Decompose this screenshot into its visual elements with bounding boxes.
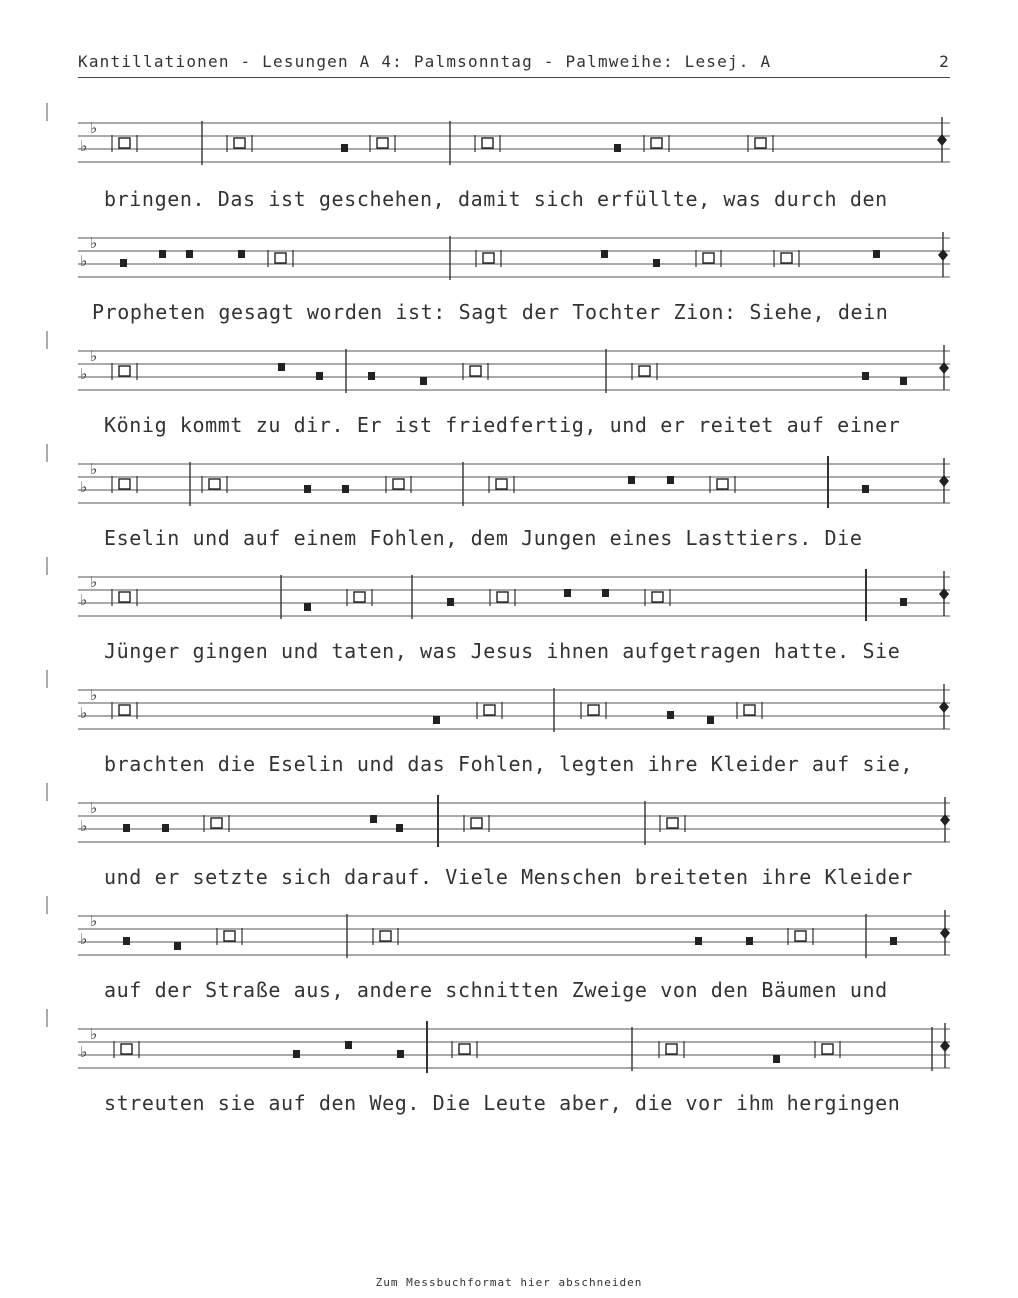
note: [900, 377, 907, 385]
flat-clef-icon: ♭: [90, 119, 98, 137]
flat-clef-icon: ♭: [80, 817, 88, 835]
staff-7-notation: [78, 795, 950, 855]
flat-clef-icon: ♭: [90, 347, 98, 365]
note: [120, 259, 127, 267]
staff-4-notation: [78, 456, 950, 516]
flat-clef-icon: ♭: [90, 573, 98, 591]
reciting-box: [744, 705, 755, 715]
note: [900, 598, 907, 606]
note: [420, 377, 427, 385]
flat-clef-icon: ♭: [90, 799, 98, 817]
note: [601, 250, 608, 258]
note: [628, 476, 635, 484]
reciting-box: [484, 705, 495, 715]
note: [614, 144, 621, 152]
reciting-box: [119, 138, 130, 148]
lyric-line-8: auf der Straße aus, andere schnitten Zweige von den Bäumen und: [104, 978, 888, 1002]
reciting-box: [483, 253, 494, 263]
note: [341, 144, 348, 152]
note: [238, 250, 245, 258]
reciting-box: [666, 1044, 677, 1054]
page-header: [78, 52, 950, 71]
reciting-box: [639, 366, 650, 376]
note: [304, 603, 311, 611]
staff-6-notation: [78, 682, 950, 742]
reciting-box: [496, 479, 507, 489]
staff-5-notation: [78, 569, 950, 629]
reciting-box: [209, 479, 220, 489]
lyric-line-9: streuten sie auf den Weg. Die Leute aber, die vor ihm hergingen: [104, 1091, 901, 1115]
staff-8-notation: [78, 908, 950, 968]
flat-clef-icon: ♭: [90, 686, 98, 704]
staff-6: [78, 682, 950, 742]
reciting-box: [667, 818, 678, 828]
reciting-box: [703, 253, 714, 263]
lyric-line-5: Jünger gingen und taten, was Jesus ihnen aufgetragen hatte. Sie: [104, 639, 901, 663]
note: [370, 815, 377, 823]
note: [345, 1041, 352, 1049]
flat-clef-icon: ♭: [90, 1025, 98, 1043]
reciting-box: [211, 818, 222, 828]
reciting-box: [459, 1044, 470, 1054]
note: [447, 598, 454, 606]
reciting-box: [651, 138, 662, 148]
reciting-box: [119, 366, 130, 376]
note: [396, 824, 403, 832]
reciting-box: [652, 592, 663, 602]
note: [397, 1050, 404, 1058]
flat-clef-icon: ♭: [80, 1043, 88, 1061]
note: [304, 485, 311, 493]
lyric-line-2: Propheten gesagt worden ist: Sagt der Tochter Zion: Siehe, dein: [92, 300, 889, 324]
reciting-box: [795, 931, 806, 941]
lyric-line-6: brachten die Eselin und das Fohlen, legten ihre Kleider auf sie,: [104, 752, 914, 776]
note: [695, 937, 702, 945]
note: [342, 485, 349, 493]
flat-clef-icon: ♭: [90, 912, 98, 930]
flat-clef-icon: ♭: [80, 137, 88, 155]
note: [862, 372, 869, 380]
lyric-line-1: bringen. Das ist geschehen, damit sich erfüllte, was durch den: [104, 187, 888, 211]
header-rule: [78, 77, 950, 78]
header-title: Kantillationen - Lesungen A 4: Palmsonntag - Palmweihe: Lesej. A: [78, 52, 772, 71]
note: [862, 485, 869, 493]
flat-clef-icon: ♭: [90, 460, 98, 478]
staff-2: [78, 230, 950, 290]
staff-9: [78, 1021, 950, 1081]
staff-3: [78, 343, 950, 403]
flat-clef-icon: ♭: [90, 234, 98, 252]
reciting-box: [470, 366, 481, 376]
reciting-box: [377, 138, 388, 148]
flat-clef-icon: ♭: [80, 365, 88, 383]
note: [293, 1050, 300, 1058]
note: [123, 937, 130, 945]
note: [564, 589, 571, 597]
note: [433, 716, 440, 724]
note: [278, 363, 285, 371]
note: [123, 824, 130, 832]
reciting-box: [822, 1044, 833, 1054]
note: [186, 250, 193, 258]
staff-3-notation: [78, 343, 950, 403]
note: [707, 716, 714, 724]
reciting-box: [755, 138, 766, 148]
note: [667, 711, 674, 719]
flat-clef-icon: ♭: [80, 930, 88, 948]
flat-clef-icon: ♭: [80, 252, 88, 270]
note: [316, 372, 323, 380]
staff-5: [78, 569, 950, 629]
flat-clef-icon: ♭: [80, 478, 88, 496]
note: [602, 589, 609, 597]
reciting-box: [234, 138, 245, 148]
staff-1-notation: [78, 115, 950, 175]
staff-8: [78, 908, 950, 968]
note: [873, 250, 880, 258]
note: [773, 1055, 780, 1063]
flat-clef-icon: ♭: [80, 591, 88, 609]
reciting-box: [781, 253, 792, 263]
reciting-box: [119, 705, 130, 715]
note: [368, 372, 375, 380]
note: [746, 937, 753, 945]
note: [653, 259, 660, 267]
reciting-box: [275, 253, 286, 263]
lyric-line-4: Eselin und auf einem Fohlen, dem Jungen eines Lasttiers. Die: [104, 526, 863, 550]
staff-2-notation: [78, 230, 950, 290]
reciting-box: [380, 931, 391, 941]
reciting-box: [224, 931, 235, 941]
note: [162, 824, 169, 832]
note: [667, 476, 674, 484]
staff-7: [78, 795, 950, 855]
reciting-box: [119, 592, 130, 602]
note: [174, 942, 181, 950]
lyric-line-3: König kommt zu dir. Er ist friedfertig, und er reitet auf einer: [104, 413, 901, 437]
reciting-box: [119, 479, 130, 489]
reciting-box: [354, 592, 365, 602]
staff-4: [78, 456, 950, 516]
lyric-line-7: und er setzte sich darauf. Viele Menschen breiteten ihre Kleider: [104, 865, 914, 889]
reciting-box: [121, 1044, 132, 1054]
reciting-box: [717, 479, 728, 489]
note: [159, 250, 166, 258]
flat-clef-icon: ♭: [80, 704, 88, 722]
reciting-box: [482, 138, 493, 148]
note: [890, 937, 897, 945]
reciting-box: [393, 479, 404, 489]
page-number: 2: [939, 52, 950, 71]
staff-9-notation: [78, 1021, 950, 1081]
reciting-box: [588, 705, 599, 715]
reciting-box: [471, 818, 482, 828]
cut-note: Zum Messbuchformat hier abschneiden: [375, 1276, 643, 1289]
staff-1: [78, 115, 950, 175]
reciting-box: [497, 592, 508, 602]
